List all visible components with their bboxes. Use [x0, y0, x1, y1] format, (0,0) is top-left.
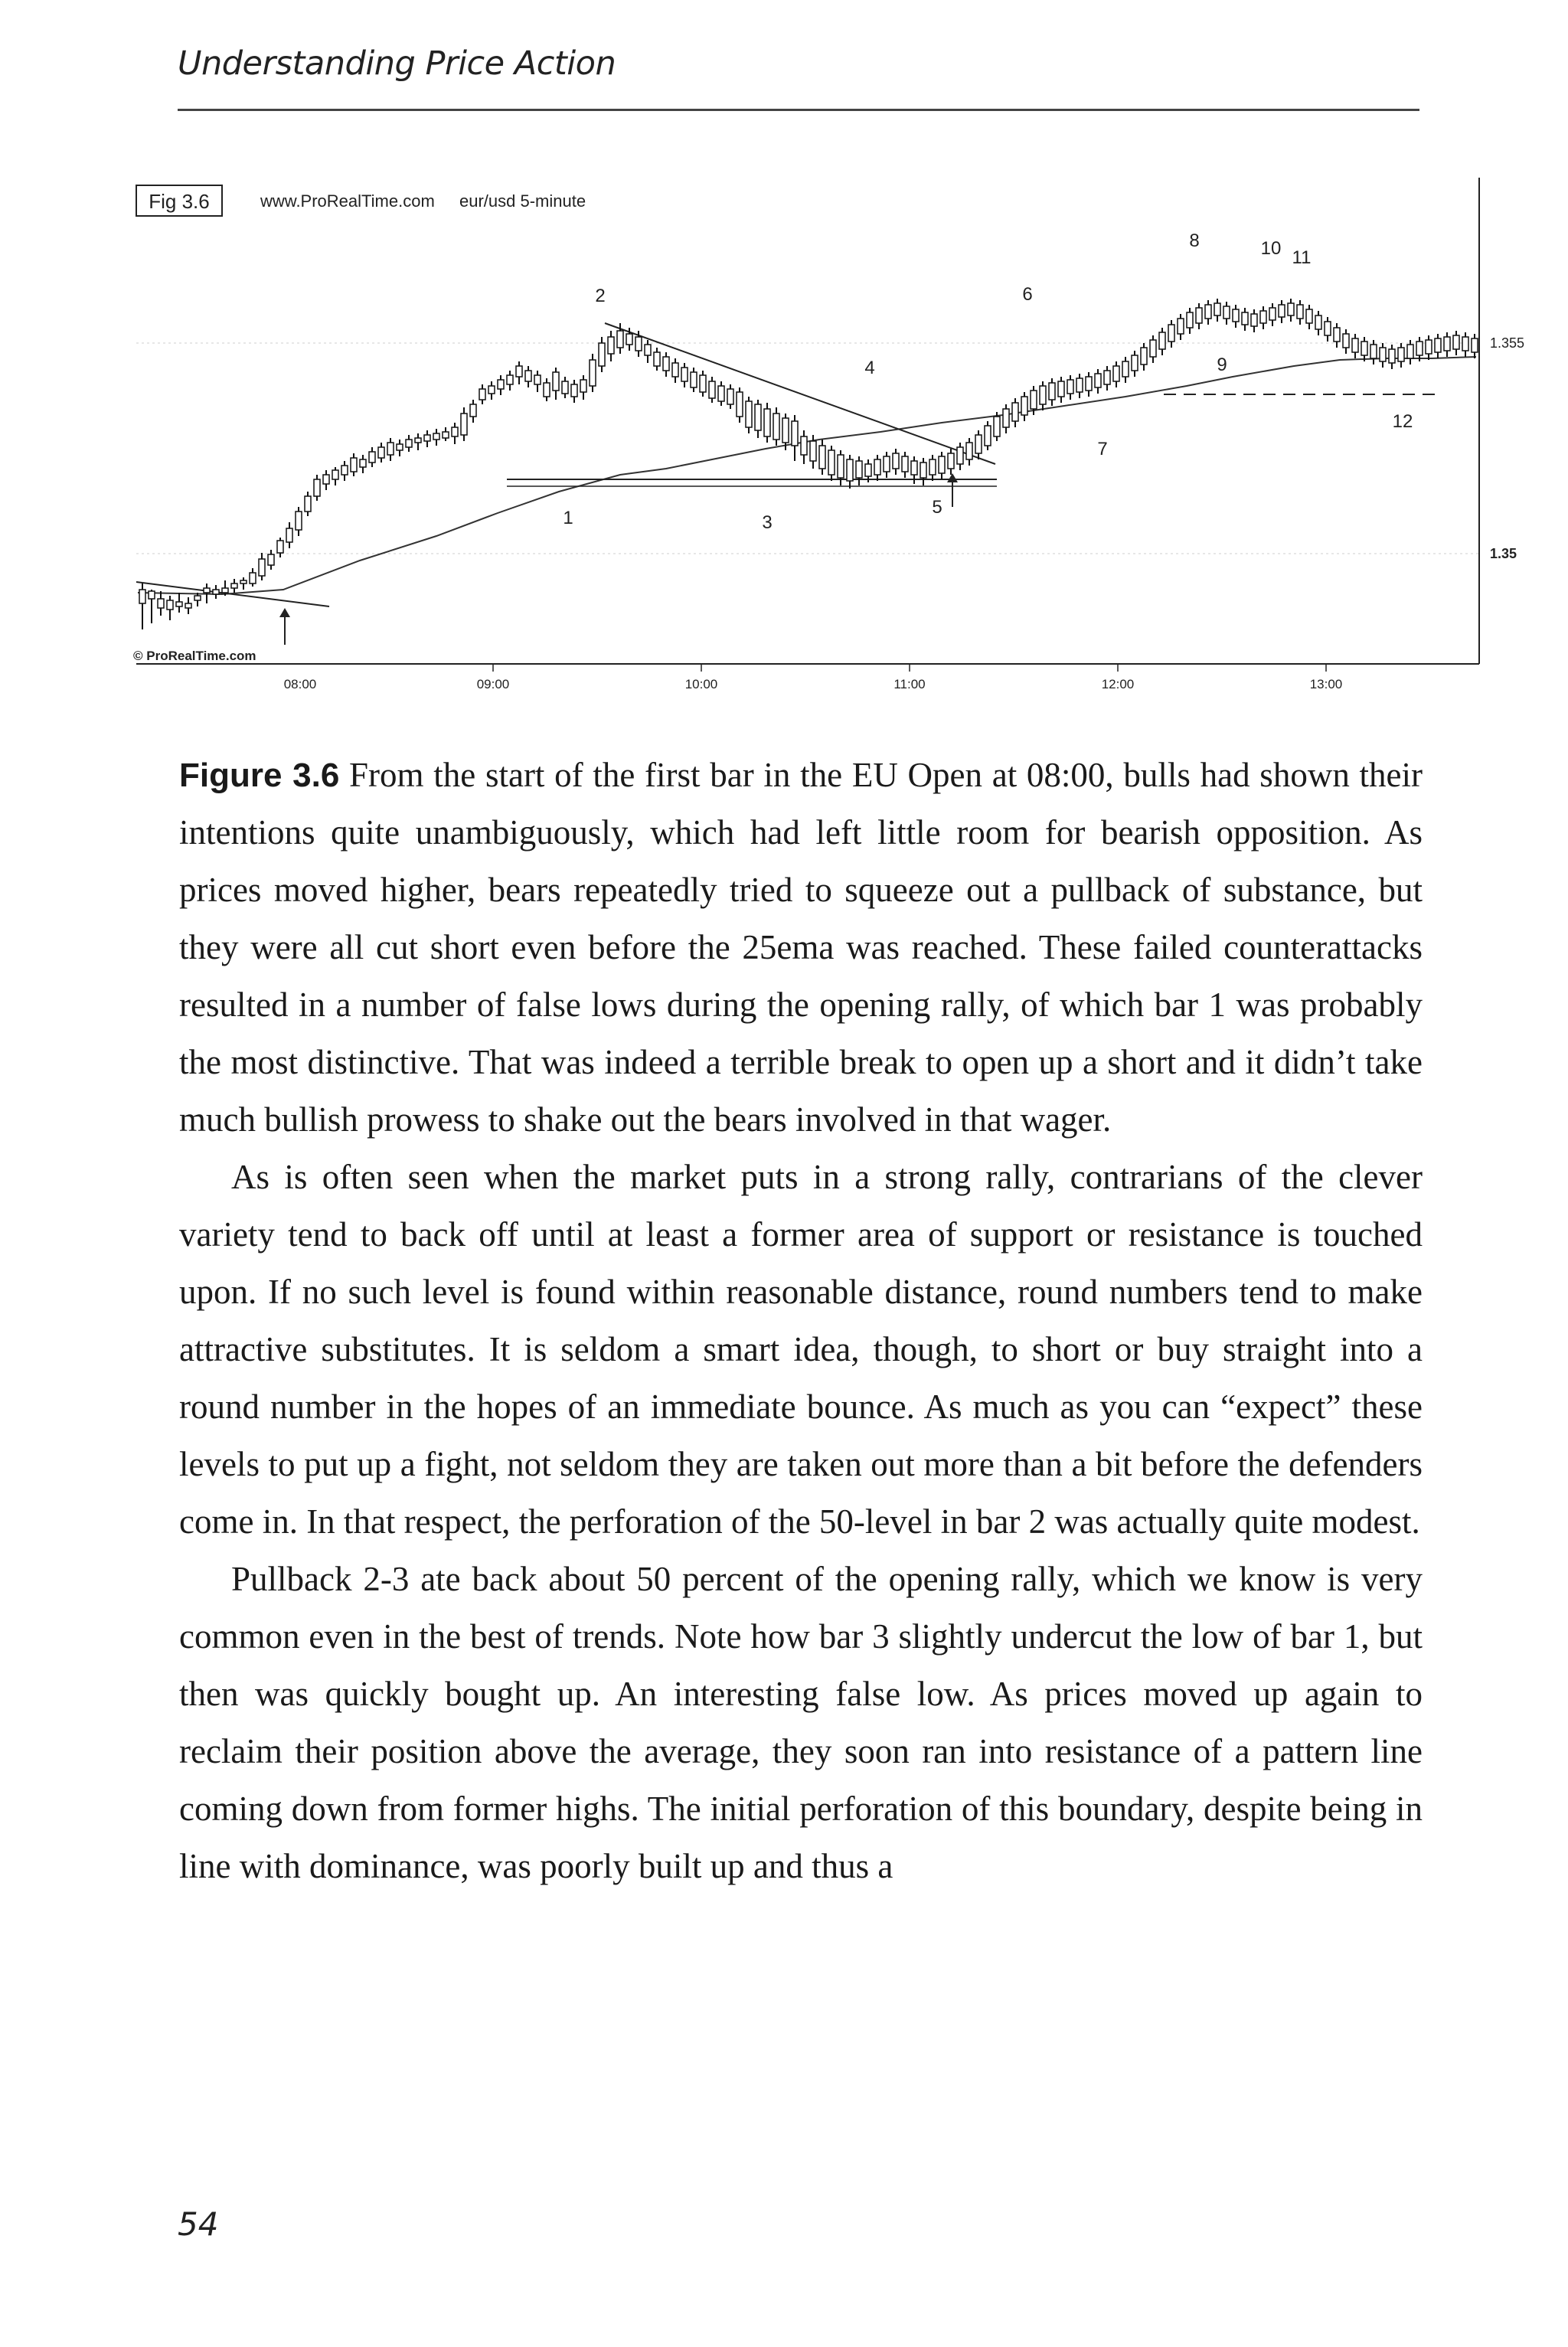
candle-body: [957, 447, 963, 464]
bar-label-1: 1: [563, 508, 573, 528]
candle-body: [819, 446, 825, 469]
candle-body: [755, 404, 761, 430]
candle-body: [1049, 383, 1055, 400]
candle-body: [654, 352, 660, 366]
candle-body: [1141, 348, 1147, 364]
candle-body: [1122, 361, 1129, 377]
candle-body: [929, 459, 936, 475]
candle-body: [167, 600, 173, 610]
candle-body: [1223, 306, 1230, 319]
candle-body: [240, 580, 247, 583]
candle-body: [1297, 305, 1303, 319]
candle-body: [1012, 403, 1018, 421]
candle-body: [1086, 377, 1092, 391]
body-paragraph-2: Pullback 2-3 ate back about 50 percent of the opening rally, which we know is very common even in the best of trends. Note how bar 3 slightly undercut the low of bar 1, but then was quickly bought up. An interesting false low. As prices moved up again to reclaim their position above the average, they soon ran into resistance of a pattern line coming down from former highs. The initial perforation of this boundary, despite being in line with dominance, was poorly built up and thus a: [179, 1560, 1423, 1885]
price-label-1355: 1.355: [1490, 335, 1525, 351]
candle-body: [1472, 338, 1478, 352]
time-label-0900: 09:00: [476, 677, 510, 691]
candle-body: [893, 453, 899, 469]
candle-body: [737, 392, 743, 417]
candle-body: [635, 337, 642, 351]
candle-body: [1352, 338, 1358, 352]
candle-body: [1178, 319, 1184, 334]
candle-body: [562, 381, 568, 394]
candle-body: [792, 421, 798, 446]
candle-body: [1187, 312, 1193, 328]
candle-body: [360, 459, 366, 467]
candle-body: [691, 372, 697, 387]
candle-body: [1150, 340, 1156, 357]
candle-body: [1315, 315, 1321, 329]
candle-body: [1031, 391, 1037, 409]
candle-body: [801, 436, 807, 455]
candle-body: [323, 475, 329, 484]
bar-label-3: 3: [762, 512, 773, 533]
candle-body: [479, 389, 485, 400]
candle-body: [1407, 345, 1413, 358]
chart-watermark: © ProRealTime.com: [133, 649, 256, 663]
candle-body: [626, 334, 632, 345]
candle-body: [975, 435, 982, 453]
candle-body: [727, 389, 733, 404]
candle-body: [847, 459, 853, 481]
candle-body: [1444, 337, 1450, 351]
price-label-135: 1.35: [1490, 546, 1517, 561]
time-label-1100: 11:00: [893, 677, 926, 691]
candle-body: [314, 479, 320, 496]
candle-body: [443, 432, 449, 438]
candle-body: [939, 456, 945, 473]
candle-body: [1242, 312, 1248, 325]
candle-body: [452, 427, 458, 436]
candle-body: [158, 599, 164, 608]
figure-caption: [179, 747, 1423, 1149]
candle-body: [985, 426, 991, 446]
bar-label-7: 7: [1097, 439, 1108, 459]
candle-body: [341, 466, 348, 475]
body-paragraph-1: As is often seen when the market puts in a strong rally, contrarians of the clever variety tend to back off until at least a former area of support or resistance is touched upon. If no such level is found within reasonable distance, round numbers tend to make attractive substitutes. It is seldom a smart idea, though, to short or buy straight into a round number in the hopes of an immediate bounce. As much as you can “expect” these levels to put up a fight, not seldom they are taken out more than a bit before the defenders come in. In that respect, the perforation of the 50-level in bar 2 was actually quite modest.: [179, 1158, 1423, 1541]
candle-body: [828, 450, 835, 475]
candle-body: [1251, 314, 1257, 326]
figure-caption-and-body: [179, 747, 1423, 1895]
page-number: 54: [178, 2205, 219, 2243]
candle-body: [149, 591, 155, 599]
candle-body: [590, 360, 596, 386]
candle-body: [746, 401, 752, 427]
candle-body: [1040, 386, 1046, 404]
candle-body: [838, 455, 844, 478]
candle-body: [1159, 332, 1165, 349]
candle-body: [250, 573, 256, 583]
running-head: Understanding Price Action: [178, 44, 616, 83]
bar-label-9: 9: [1217, 355, 1227, 375]
bar-label-12: 12: [1392, 411, 1413, 432]
candle-body: [911, 461, 917, 475]
candle-body: [1380, 348, 1386, 361]
chart-instrument: eur/usd 5-minute: [459, 191, 586, 211]
candle-body: [296, 512, 302, 530]
candle-body: [268, 554, 274, 565]
candle-body: [571, 384, 577, 397]
candle-body: [580, 380, 586, 392]
candle-body: [994, 417, 1000, 436]
candlestick-chart: [130, 170, 1539, 706]
header-rule: [178, 109, 1419, 111]
candle-body: [1233, 309, 1239, 322]
candle-body: [1076, 378, 1083, 392]
candle-body: [1334, 328, 1340, 342]
candle-body: [663, 357, 669, 371]
candle-body: [764, 409, 770, 436]
candle-body: [305, 496, 311, 512]
candle-body: [516, 366, 522, 377]
candle-body: [1343, 334, 1349, 348]
candle-body: [222, 588, 228, 593]
candle-body: [1370, 345, 1377, 358]
candle-body: [874, 459, 880, 475]
candle-body: [286, 528, 292, 542]
bar-label-6: 6: [1022, 284, 1033, 305]
candle-body: [369, 452, 375, 463]
candle-body: [617, 331, 623, 348]
time-label-1200: 12:00: [1101, 677, 1135, 691]
caption-label: Figure 3.6: [179, 757, 340, 794]
candle-body: [1214, 303, 1220, 315]
candle-body: [1104, 371, 1110, 384]
time-label-1300: 13:00: [1309, 677, 1343, 691]
candle-body: [525, 371, 531, 381]
price-chart-figure: [130, 170, 1539, 706]
candle-body: [856, 461, 862, 478]
candle-body: [1462, 337, 1468, 351]
candle-body: [1269, 308, 1276, 320]
candle-body: [176, 602, 182, 606]
candle-body: [498, 380, 504, 389]
caption-text: From the start of the first bar in the EU Open at 08:00, bulls had shown their intentions quite unambiguously, which had left little room for bearish opposition. As prices moved higher, bears repeatedly tried to squeeze out a pullback of substance, but they were all cut short even before the 25ema was reached. These failed counterattacks resulted in a number of false lows during the opening rally, of which bar 1 was probably the most distinctive. That was indeed a terrible break to open up a short and it didn’t take much bullish prowess to shake out the bears involved in that wager.: [179, 756, 1423, 1139]
candle-body: [378, 447, 384, 458]
candle-body: [902, 456, 908, 472]
candle-body: [544, 383, 550, 397]
candle-body: [194, 596, 201, 600]
candle-body: [277, 541, 283, 553]
candle-body: [1279, 305, 1285, 317]
candle-body: [397, 444, 403, 450]
candle-body: [204, 588, 210, 593]
candle-body: [1058, 381, 1064, 397]
candle-body: [488, 386, 495, 394]
candle-body: [681, 368, 688, 381]
candle-body: [387, 443, 394, 455]
candle-body: [1260, 311, 1266, 323]
candle-body: [782, 418, 789, 443]
candle-body: [1067, 380, 1073, 394]
candle-body: [1416, 342, 1423, 355]
candle-body: [966, 443, 972, 459]
candle-body: [231, 583, 237, 588]
candle-body: [406, 440, 412, 447]
candle-body: [185, 603, 191, 608]
candle-body: [700, 375, 706, 392]
candle-body: [1021, 397, 1027, 415]
time-label-0800: 08:00: [283, 677, 317, 691]
bar-label-4: 4: [864, 358, 875, 378]
candle-body: [1003, 409, 1009, 427]
candle-body: [332, 470, 338, 479]
chart-source: www.ProRealTime.com: [260, 191, 435, 211]
candle-body: [599, 343, 605, 366]
candle-body: [1113, 366, 1119, 381]
candle-body: [948, 453, 954, 469]
time-label-1000: 10:00: [684, 677, 718, 691]
candle-body: [709, 381, 715, 398]
candle-body: [470, 404, 476, 417]
candle-body: [1389, 349, 1395, 363]
candle-body: [507, 375, 513, 384]
candle-body: [461, 414, 467, 435]
candle-body: [608, 337, 614, 354]
candle-body: [1306, 309, 1312, 323]
candle-body: [1453, 335, 1459, 349]
candle-body: [773, 414, 779, 440]
candle-body: [1205, 305, 1211, 319]
bar-label-5: 5: [932, 497, 942, 518]
candle-body: [1196, 308, 1202, 323]
bar-label-8: 8: [1189, 230, 1200, 251]
candle-body: [810, 441, 816, 461]
candle-body: [865, 464, 871, 476]
candle-body: [424, 435, 430, 441]
candle-body: [1361, 342, 1367, 355]
candle-body: [672, 363, 678, 377]
candle-body: [645, 345, 651, 355]
candle-body: [1426, 340, 1432, 354]
candle-body: [920, 463, 926, 478]
candle-body: [139, 590, 145, 603]
bar-label-10: 10: [1260, 238, 1282, 259]
candle-body: [433, 433, 439, 440]
candle-body: [213, 590, 219, 594]
candle-body: [1132, 355, 1138, 371]
candle-body: [718, 386, 724, 401]
candle-body: [1168, 325, 1174, 342]
candle-body: [534, 375, 541, 384]
candle-body: [553, 372, 559, 391]
candle-body: [1288, 303, 1294, 315]
bar-label-2: 2: [595, 286, 606, 306]
candle-body: [1435, 338, 1441, 352]
candle-body: [415, 438, 421, 443]
candle-body: [1325, 322, 1331, 335]
candle-body: [1398, 348, 1404, 361]
candle-body: [884, 456, 890, 472]
candle-body: [1095, 374, 1101, 387]
figure-tag: Fig 3.6: [149, 190, 210, 213]
bar-label-11: 11: [1292, 247, 1312, 268]
candle-body: [259, 559, 265, 576]
candle-body: [351, 458, 357, 472]
